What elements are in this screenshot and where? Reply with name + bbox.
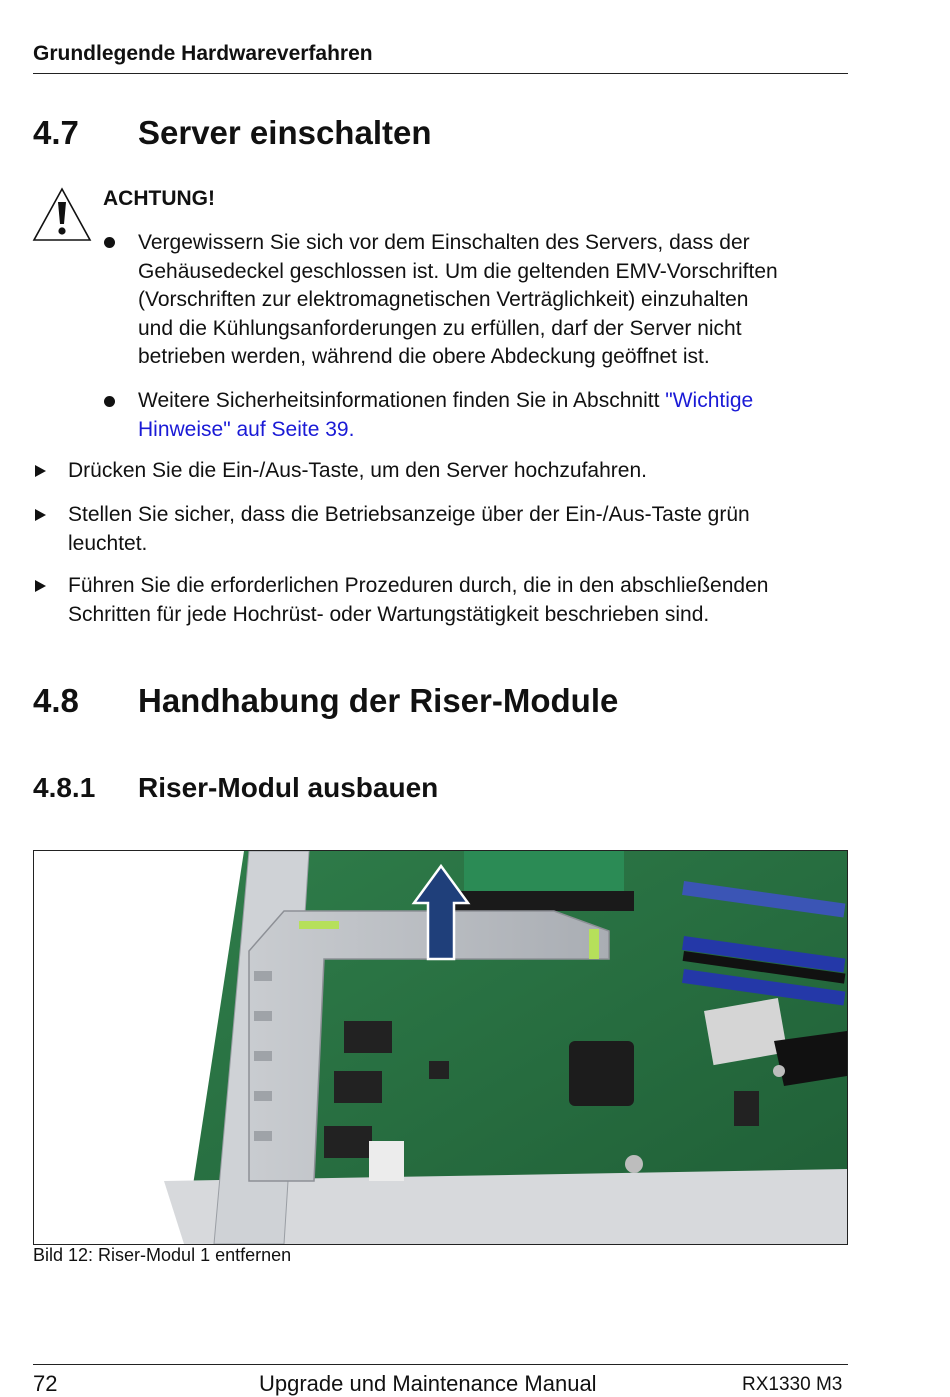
step-3	[68, 572, 858, 629]
warning-title: ACHTUNG!	[103, 187, 215, 210]
header-rule	[33, 73, 848, 74]
section-title-4-8: Handhabung der Riser-Module	[138, 682, 619, 719]
step-1	[68, 457, 858, 486]
text-line: Vergewissern Sie sich vor dem Einschalten des Servers, dass der	[138, 231, 750, 254]
figure-caption: Bild 12: Riser-Modul 1 entfernen	[33, 1245, 292, 1265]
section-title-4-8-1: Riser-Modul ausbauen	[138, 772, 439, 803]
text-line: Schritten für jede Hochrüst- oder Wartungstätigkeit beschrieben sind.	[68, 602, 710, 626]
figure-frame	[33, 850, 848, 1245]
text-line: Gehäusedeckel geschlossen ist. Um die geltenden EMV-Vorschriften	[138, 259, 778, 283]
text-line: leuchtet.	[68, 531, 148, 555]
page-number: 72	[33, 1371, 58, 1396]
running-header: Grundlegende Hardwareverfahren	[33, 42, 373, 65]
text-line: Führen Sie die erforderlichen Prozeduren durch, die in den abschließenden	[68, 574, 769, 597]
bullet-dot	[104, 237, 115, 248]
section-number-4-8-1: 4.8.1	[33, 772, 96, 803]
text-line: Drücken Sie die Ein-/Aus-Taste, um den Server hochzufahren.	[68, 459, 647, 482]
section-title-4-7: Server einschalten	[138, 114, 432, 151]
cross-reference-link[interactable]: "Wichtige	[665, 389, 754, 412]
footer-rule	[33, 1364, 848, 1365]
text-line: Stellen Sie sicher, dass die Betriebsanzeige über der Ein-/Aus-Taste grün	[68, 503, 750, 526]
step-triangle-icon	[35, 465, 46, 477]
text-fragment: .	[348, 417, 355, 441]
manual-title: Upgrade und Maintenance Manual	[259, 1371, 597, 1396]
model-name: RX1330 M3	[742, 1374, 843, 1395]
cross-reference-link[interactable]: Hinweise" auf Seite 39	[138, 417, 349, 441]
step-triangle-icon	[35, 580, 46, 592]
text-fragment: Weitere Sicherheitsinformationen finden Sie in Abschnitt	[138, 389, 666, 412]
step-triangle-icon	[35, 509, 46, 521]
riser-module-photo	[34, 851, 847, 1244]
step-2	[68, 501, 858, 558]
warning-triangle-icon	[31, 186, 93, 244]
warning-bullet-1	[138, 229, 858, 372]
section-number-4-8: 4.8	[33, 682, 79, 719]
text-line: betrieben werden, während die obere Abdeckung geöffnet ist.	[138, 345, 710, 368]
warning-bullet-2	[138, 387, 858, 444]
bullet-dot	[104, 396, 115, 407]
section-number-4-7: 4.7	[33, 114, 79, 151]
text-line: und die Kühlungsanforderungen zu erfüllen, darf der Server nicht	[138, 316, 742, 340]
text-line: (Vorschriften zur elektromagnetischen Verträglichkeit) einzuhalten	[138, 288, 749, 311]
